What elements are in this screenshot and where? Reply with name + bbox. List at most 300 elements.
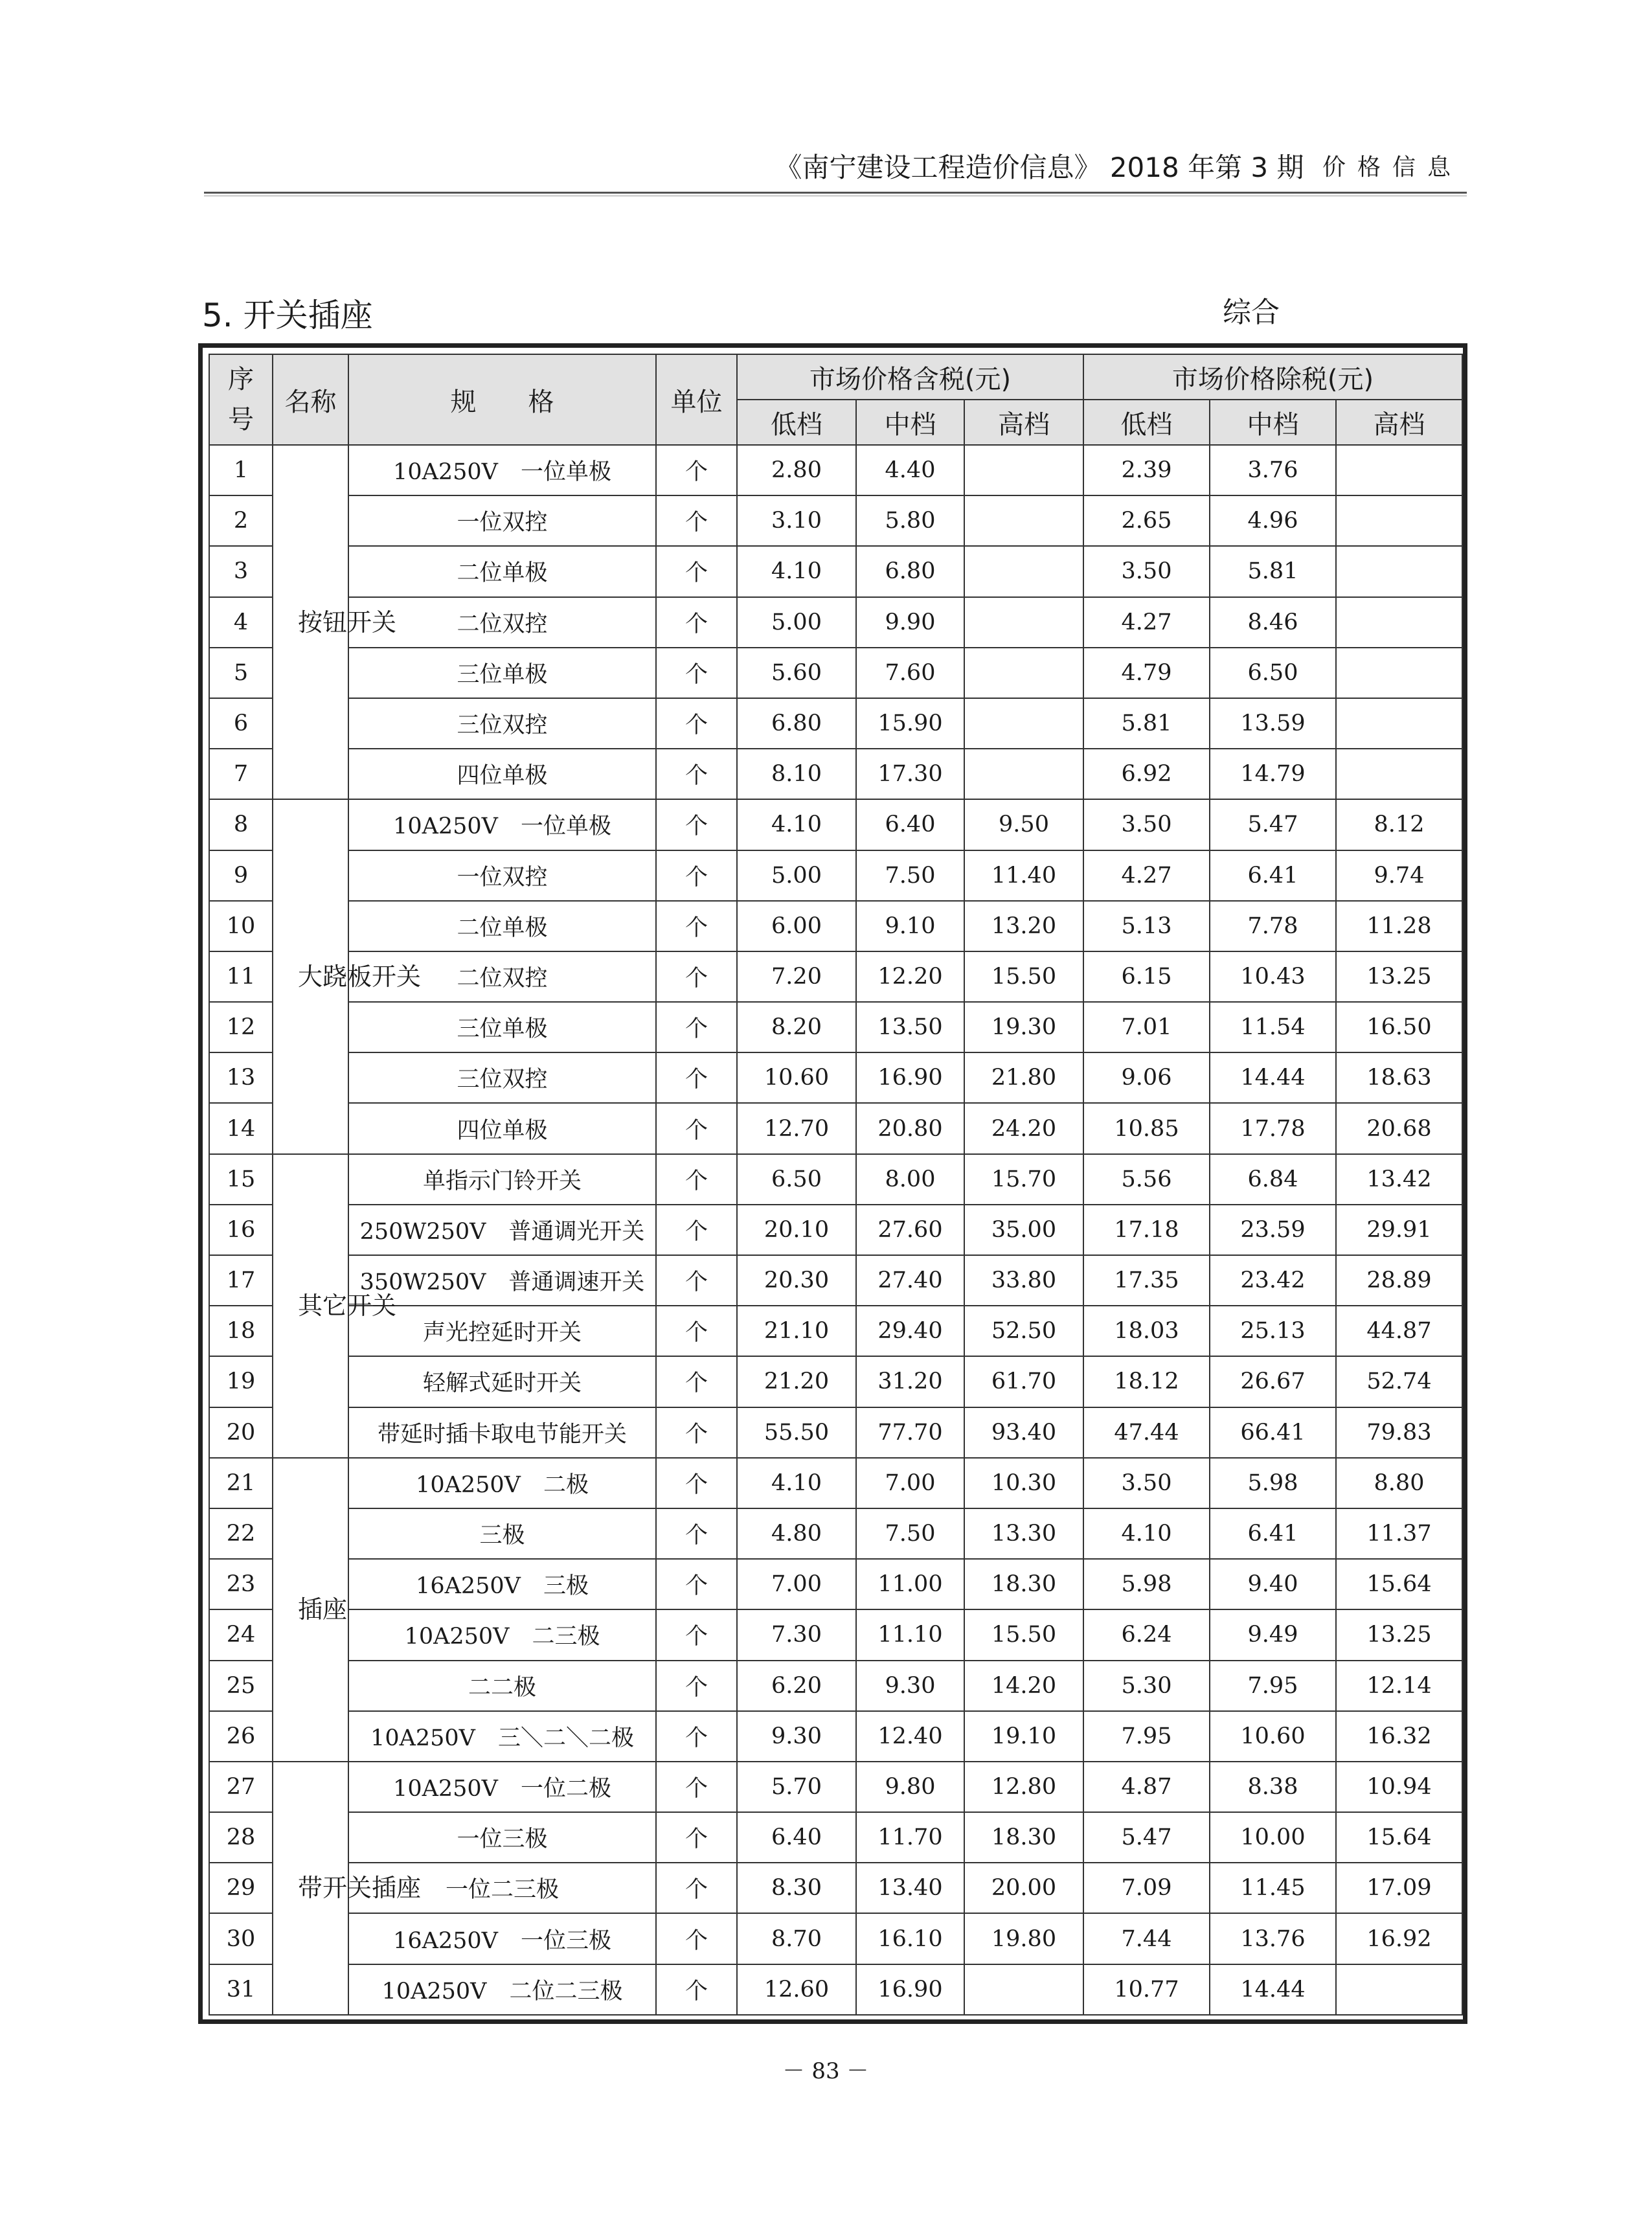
table-row: [209, 1356, 1462, 1407]
low-cell: 2.39: [1083, 445, 1210, 495]
section-title: 5. 开关插座: [202, 297, 373, 334]
mid-cell: 10.43: [1210, 951, 1336, 1002]
spec-cell: 带延时插卡取电节能开关: [348, 1407, 656, 1458]
low-cell: 5.47: [1083, 1812, 1210, 1863]
high-tax-cell: [964, 597, 1083, 648]
mid-tax-cell: 9.10: [856, 901, 964, 951]
low-tax-cell: 2.80: [737, 445, 856, 495]
high-cell: 16.50: [1336, 1002, 1462, 1052]
seq-cell: 25: [209, 1661, 273, 1711]
unit-cell: 个: [656, 1407, 737, 1458]
seq-cell: 10: [209, 901, 273, 951]
unit-cell: 个: [656, 1964, 737, 2015]
spec-cell: 一位双控: [348, 850, 656, 901]
unit-cell: 个: [656, 1306, 737, 1356]
low-tax-cell: 5.00: [737, 850, 856, 901]
low-cell: 5.30: [1083, 1661, 1210, 1711]
table-row: [209, 1052, 1462, 1103]
table-body: [209, 445, 1462, 2015]
mid-tax-cell: 13.50: [856, 1002, 964, 1052]
mid-cell: 6.84: [1210, 1154, 1336, 1205]
table-row: [209, 1711, 1462, 1762]
low-tax-cell: 55.50: [737, 1407, 856, 1458]
low-tax-cell: 21.10: [737, 1306, 856, 1356]
high-cell: 29.91: [1336, 1205, 1462, 1255]
spec-cell: 四位单极: [348, 749, 656, 799]
mid-cell: 11.45: [1210, 1863, 1336, 1913]
low-tax-cell: 12.70: [737, 1103, 856, 1153]
unit-cell: 个: [656, 749, 737, 799]
mid-cell: 5.98: [1210, 1458, 1336, 1508]
mid-cell: 26.67: [1210, 1356, 1336, 1407]
unit-cell: 个: [656, 1762, 737, 1812]
high-cell: 13.42: [1336, 1154, 1462, 1205]
price-table-frame: [198, 343, 1467, 2024]
high-tax-cell: [964, 546, 1083, 596]
unit-cell: 个: [656, 1103, 737, 1153]
spec-cell: 一位三极: [348, 1812, 656, 1863]
table-row: [209, 1964, 1462, 2015]
mid-tax-cell: 29.40: [856, 1306, 964, 1356]
mid-cell: 7.78: [1210, 901, 1336, 951]
table-row: [209, 495, 1462, 546]
low-cell: 5.98: [1083, 1559, 1210, 1609]
seq-cell: 8: [209, 799, 273, 850]
seq-cell: 16: [209, 1205, 273, 1255]
unit-cell: 个: [656, 1661, 737, 1711]
unit-cell: 个: [656, 1559, 737, 1609]
table-row: [209, 648, 1462, 698]
low-tax-cell: 6.80: [737, 698, 856, 749]
seq-cell: 30: [209, 1913, 273, 1964]
low-cell: 7.95: [1083, 1711, 1210, 1762]
low-tax-cell: 4.10: [737, 1458, 856, 1508]
header-name: 名称: [273, 354, 348, 445]
high-cell: 11.28: [1336, 901, 1462, 951]
high-tax-cell: 15.70: [964, 1154, 1083, 1205]
section-label: 价格信息: [1322, 154, 1462, 181]
header-mid-tax: 中档: [856, 400, 964, 445]
mid-cell: 6.41: [1210, 1508, 1336, 1559]
spec-cell: 二位双控: [348, 597, 656, 648]
mid-cell: 4.96: [1210, 495, 1336, 546]
mid-cell: 17.78: [1210, 1103, 1336, 1153]
low-tax-cell: 4.10: [737, 546, 856, 596]
high-tax-cell: 13.20: [964, 901, 1083, 951]
high-tax-cell: 13.30: [964, 1508, 1083, 1559]
high-cell: 18.63: [1336, 1052, 1462, 1103]
table-row: [209, 1559, 1462, 1609]
mid-cell: 25.13: [1210, 1306, 1336, 1356]
mid-cell: 8.38: [1210, 1762, 1336, 1812]
low-tax-cell: 3.10: [737, 495, 856, 546]
low-cell: 5.56: [1083, 1154, 1210, 1205]
mid-tax-cell: 11.00: [856, 1559, 964, 1609]
low-tax-cell: 4.10: [737, 799, 856, 850]
mid-tax-cell: 15.90: [856, 698, 964, 749]
group-name-cell: 插座: [273, 1458, 348, 1762]
mid-tax-cell: 27.40: [856, 1255, 964, 1306]
table-row: [209, 799, 1462, 850]
table-row: [209, 1762, 1462, 1812]
unit-cell: 个: [656, 1154, 737, 1205]
high-cell: 16.32: [1336, 1711, 1462, 1762]
low-cell: 18.03: [1083, 1306, 1210, 1356]
low-tax-cell: 5.60: [737, 648, 856, 698]
spec-cell: 单指示门铃开关: [348, 1154, 656, 1205]
low-cell: 6.92: [1083, 749, 1210, 799]
high-tax-cell: 35.00: [964, 1205, 1083, 1255]
mid-tax-cell: 6.80: [856, 546, 964, 596]
table-row: [209, 1812, 1462, 1863]
spec-cell: 三位单极: [348, 1002, 656, 1052]
low-cell: 6.24: [1083, 1609, 1210, 1660]
spec-cell: 10A250V 二极: [348, 1458, 656, 1508]
mid-tax-cell: 7.50: [856, 1508, 964, 1559]
header-high: 高档: [1336, 400, 1462, 445]
unit-cell: 个: [656, 1255, 737, 1306]
mid-cell: 14.79: [1210, 749, 1336, 799]
high-tax-cell: 93.40: [964, 1407, 1083, 1458]
seq-cell: 27: [209, 1762, 273, 1812]
mid-tax-cell: 77.70: [856, 1407, 964, 1458]
table-row: [209, 1306, 1462, 1356]
spec-cell: 10A250V 二位二三极: [348, 1964, 656, 2015]
mid-tax-cell: 11.10: [856, 1609, 964, 1660]
seq-cell: 28: [209, 1812, 273, 1863]
high-cell: 17.09: [1336, 1863, 1462, 1913]
table-row: [209, 1661, 1462, 1711]
low-tax-cell: 8.30: [737, 1863, 856, 1913]
mid-tax-cell: 11.70: [856, 1812, 964, 1863]
mid-cell: 23.59: [1210, 1205, 1336, 1255]
table-row: [209, 597, 1462, 648]
high-cell: 16.92: [1336, 1913, 1462, 1964]
seq-cell: 26: [209, 1711, 273, 1762]
unit-cell: 个: [656, 698, 737, 749]
seq-cell: 31: [209, 1964, 273, 2015]
high-tax-cell: [964, 495, 1083, 546]
seq-cell: 1: [209, 445, 273, 495]
mid-tax-cell: 20.80: [856, 1103, 964, 1153]
low-cell: 7.01: [1083, 1002, 1210, 1052]
low-cell: 2.65: [1083, 495, 1210, 546]
table-row: [209, 445, 1462, 495]
section-note: 综合: [1223, 296, 1280, 329]
table-row: [209, 1154, 1462, 1205]
spec-cell: 10A250V 三＼二＼二极: [348, 1711, 656, 1762]
unit-cell: 个: [656, 1356, 737, 1407]
high-tax-cell: [964, 445, 1083, 495]
low-tax-cell: 21.20: [737, 1356, 856, 1407]
low-tax-cell: 8.10: [737, 749, 856, 799]
spec-cell: 四位单极: [348, 1103, 656, 1153]
seq-cell: 5: [209, 648, 273, 698]
mid-cell: 9.40: [1210, 1559, 1336, 1609]
spec-cell: 三位单极: [348, 648, 656, 698]
mid-cell: 14.44: [1210, 1052, 1336, 1103]
high-cell: [1336, 1964, 1462, 2015]
seq-cell: 21: [209, 1458, 273, 1508]
high-tax-cell: 19.10: [964, 1711, 1083, 1762]
low-cell: 17.18: [1083, 1205, 1210, 1255]
seq-cell: 22: [209, 1508, 273, 1559]
spec-cell: 一位双控: [348, 495, 656, 546]
high-cell: 10.94: [1336, 1762, 1462, 1812]
high-tax-cell: 19.30: [964, 1002, 1083, 1052]
spec-cell: 二位单极: [348, 546, 656, 596]
page-number: － 83 －: [782, 2058, 869, 2084]
high-tax-cell: [964, 749, 1083, 799]
low-cell: 3.50: [1083, 799, 1210, 850]
mid-cell: 11.54: [1210, 1002, 1336, 1052]
high-cell: 8.80: [1336, 1458, 1462, 1508]
high-cell: 44.87: [1336, 1306, 1462, 1356]
high-tax-cell: [964, 648, 1083, 698]
mid-cell: 6.41: [1210, 850, 1336, 901]
low-cell: 3.50: [1083, 546, 1210, 596]
mid-cell: 3.76: [1210, 445, 1336, 495]
high-tax-cell: 14.20: [964, 1661, 1083, 1711]
unit-cell: 个: [656, 1002, 737, 1052]
high-tax-cell: 61.70: [964, 1356, 1083, 1407]
table-row: [209, 1458, 1462, 1508]
spec-cell: 三极: [348, 1508, 656, 1559]
mid-tax-cell: 9.90: [856, 597, 964, 648]
low-tax-cell: 6.50: [737, 1154, 856, 1205]
seq-cell: 7: [209, 749, 273, 799]
table-row: [209, 1002, 1462, 1052]
mid-cell: 23.42: [1210, 1255, 1336, 1306]
mid-cell: 5.47: [1210, 799, 1336, 850]
high-tax-cell: [964, 1964, 1083, 2015]
high-cell: [1336, 749, 1462, 799]
seq-cell: 2: [209, 495, 273, 546]
high-tax-cell: 24.20: [964, 1103, 1083, 1153]
spec-cell: 二位双控: [348, 951, 656, 1002]
high-cell: [1336, 698, 1462, 749]
high-tax-cell: 33.80: [964, 1255, 1083, 1306]
low-tax-cell: 12.60: [737, 1964, 856, 2015]
unit-cell: 个: [656, 1205, 737, 1255]
high-tax-cell: 9.50: [964, 799, 1083, 850]
group-name-cell: 大跷板开关: [273, 799, 348, 1153]
unit-cell: 个: [656, 648, 737, 698]
mid-tax-cell: 8.00: [856, 1154, 964, 1205]
spec-cell: 10A250V 二三极: [348, 1609, 656, 1660]
table-row: [209, 1508, 1462, 1559]
table-row: [209, 698, 1462, 749]
low-tax-cell: 7.30: [737, 1609, 856, 1660]
low-cell: 17.35: [1083, 1255, 1210, 1306]
header-rule: [204, 192, 1467, 194]
mid-tax-cell: 7.60: [856, 648, 964, 698]
high-cell: 15.64: [1336, 1812, 1462, 1863]
unit-cell: 个: [656, 1812, 737, 1863]
high-tax-cell: 10.30: [964, 1458, 1083, 1508]
high-cell: 11.37: [1336, 1508, 1462, 1559]
mid-tax-cell: 16.90: [856, 1052, 964, 1103]
low-cell: 9.06: [1083, 1052, 1210, 1103]
mid-tax-cell: 31.20: [856, 1356, 964, 1407]
low-tax-cell: 7.00: [737, 1559, 856, 1609]
header-high-tax: 高档: [964, 400, 1083, 445]
spec-cell: 10A250V 一位二极: [348, 1762, 656, 1812]
low-cell: 4.27: [1083, 850, 1210, 901]
high-tax-cell: 15.50: [964, 1609, 1083, 1660]
mid-cell: 6.50: [1210, 648, 1336, 698]
low-cell: 7.44: [1083, 1913, 1210, 1964]
seq-cell: 24: [209, 1609, 273, 1660]
mid-cell: 8.46: [1210, 597, 1336, 648]
mid-cell: 7.95: [1210, 1661, 1336, 1711]
low-cell: 4.79: [1083, 648, 1210, 698]
low-cell: 7.09: [1083, 1863, 1210, 1913]
low-cell: 4.10: [1083, 1508, 1210, 1559]
unit-cell: 个: [656, 850, 737, 901]
table-row: [209, 1913, 1462, 1964]
high-cell: 20.68: [1336, 1103, 1462, 1153]
table-row: [209, 901, 1462, 951]
high-cell: [1336, 445, 1462, 495]
spec-cell: 10A250V 一位单极: [348, 445, 656, 495]
high-tax-cell: 12.80: [964, 1762, 1083, 1812]
mid-cell: 66.41: [1210, 1407, 1336, 1458]
table-row: [209, 1205, 1462, 1255]
header-spec: 规 格: [348, 354, 656, 445]
mid-tax-cell: 16.90: [856, 1964, 964, 2015]
unit-cell: 个: [656, 1711, 737, 1762]
low-tax-cell: 20.10: [737, 1205, 856, 1255]
mid-tax-cell: 7.50: [856, 850, 964, 901]
group-name-cell: 带开关插座: [273, 1762, 348, 2015]
unit-cell: 个: [656, 1913, 737, 1964]
mid-tax-cell: 7.00: [856, 1458, 964, 1508]
unit-cell: 个: [656, 1458, 737, 1508]
seq-cell: 12: [209, 1002, 273, 1052]
high-tax-cell: 20.00: [964, 1863, 1083, 1913]
low-cell: 4.87: [1083, 1762, 1210, 1812]
spec-cell: 16A250V 三极: [348, 1559, 656, 1609]
unit-cell: 个: [656, 901, 737, 951]
publication-title: 《南宁建设工程造价信息》 2018 年第 3 期: [775, 152, 1304, 183]
header-mid: 中档: [1210, 400, 1336, 445]
spec-cell: 三位双控: [348, 1052, 656, 1103]
mid-tax-cell: 16.10: [856, 1913, 964, 1964]
mid-cell: 14.44: [1210, 1964, 1336, 2015]
spec-cell: 250W250V 普通调光开关: [348, 1205, 656, 1255]
high-cell: 79.83: [1336, 1407, 1462, 1458]
group-name-cell: 其它开关: [273, 1154, 348, 1458]
low-tax-cell: 8.70: [737, 1913, 856, 1964]
mid-tax-cell: 9.80: [856, 1762, 964, 1812]
high-cell: 12.14: [1336, 1661, 1462, 1711]
header-low: 低档: [1083, 400, 1210, 445]
low-tax-cell: 6.40: [737, 1812, 856, 1863]
unit-cell: 个: [656, 597, 737, 648]
mid-cell: 10.60: [1210, 1711, 1336, 1762]
mid-tax-cell: 12.40: [856, 1711, 964, 1762]
high-tax-cell: 18.30: [964, 1812, 1083, 1863]
seq-cell: 18: [209, 1306, 273, 1356]
seq-cell: 20: [209, 1407, 273, 1458]
mid-tax-cell: 6.40: [856, 799, 964, 850]
low-cell: 18.12: [1083, 1356, 1210, 1407]
seq-cell: 4: [209, 597, 273, 648]
table-row: [209, 749, 1462, 799]
mid-tax-cell: 12.20: [856, 951, 964, 1002]
mid-tax-cell: 13.40: [856, 1863, 964, 1913]
table-row: [209, 850, 1462, 901]
seq-cell: 9: [209, 850, 273, 901]
mid-tax-cell: 4.40: [856, 445, 964, 495]
price-table: [209, 354, 1463, 2016]
header-unit: 单位: [656, 354, 737, 445]
low-tax-cell: 6.00: [737, 901, 856, 951]
mid-tax-cell: 27.60: [856, 1205, 964, 1255]
unit-cell: 个: [656, 1609, 737, 1660]
spec-cell: 一位二三极: [348, 1863, 656, 1913]
table-row: [209, 1609, 1462, 1660]
low-tax-cell: 9.30: [737, 1711, 856, 1762]
table-row: [209, 546, 1462, 596]
high-tax-cell: 15.50: [964, 951, 1083, 1002]
seq-cell: 14: [209, 1103, 273, 1153]
spec-cell: 声光控延时开关: [348, 1306, 656, 1356]
low-cell: 10.77: [1083, 1964, 1210, 2015]
high-cell: 15.64: [1336, 1559, 1462, 1609]
high-tax-cell: 19.80: [964, 1913, 1083, 1964]
high-cell: 52.74: [1336, 1356, 1462, 1407]
header-tax-included: 市场价格含税(元): [737, 354, 1083, 400]
header-tax-excluded: 市场价格除税(元): [1083, 354, 1462, 400]
low-cell: 4.27: [1083, 597, 1210, 648]
low-tax-cell: 6.20: [737, 1661, 856, 1711]
high-cell: 28.89: [1336, 1255, 1462, 1306]
mid-cell: 9.49: [1210, 1609, 1336, 1660]
mid-tax-cell: 9.30: [856, 1661, 964, 1711]
header-low-tax: 低档: [737, 400, 856, 445]
unit-cell: 个: [656, 546, 737, 596]
mid-tax-cell: 5.80: [856, 495, 964, 546]
low-tax-cell: 10.60: [737, 1052, 856, 1103]
low-cell: 5.81: [1083, 698, 1210, 749]
high-cell: [1336, 597, 1462, 648]
seq-cell: 3: [209, 546, 273, 596]
seq-cell: 13: [209, 1052, 273, 1103]
spec-cell: 三位双控: [348, 698, 656, 749]
high-tax-cell: 52.50: [964, 1306, 1083, 1356]
table-row: [209, 1255, 1462, 1306]
spec-cell: 16A250V 一位三极: [348, 1913, 656, 1964]
seq-cell: 23: [209, 1559, 273, 1609]
seq-cell: 11: [209, 951, 273, 1002]
unit-cell: 个: [656, 495, 737, 546]
table-row: [209, 1407, 1462, 1458]
unit-cell: 个: [656, 951, 737, 1002]
high-cell: [1336, 546, 1462, 596]
high-cell: 13.25: [1336, 951, 1462, 1002]
low-tax-cell: 4.80: [737, 1508, 856, 1559]
spec-cell: 10A250V 一位单极: [348, 799, 656, 850]
unit-cell: 个: [656, 799, 737, 850]
unit-cell: 个: [656, 1508, 737, 1559]
high-tax-cell: 18.30: [964, 1559, 1083, 1609]
low-tax-cell: 7.20: [737, 951, 856, 1002]
low-cell: 6.15: [1083, 951, 1210, 1002]
seq-cell: 6: [209, 698, 273, 749]
mid-cell: 10.00: [1210, 1812, 1336, 1863]
